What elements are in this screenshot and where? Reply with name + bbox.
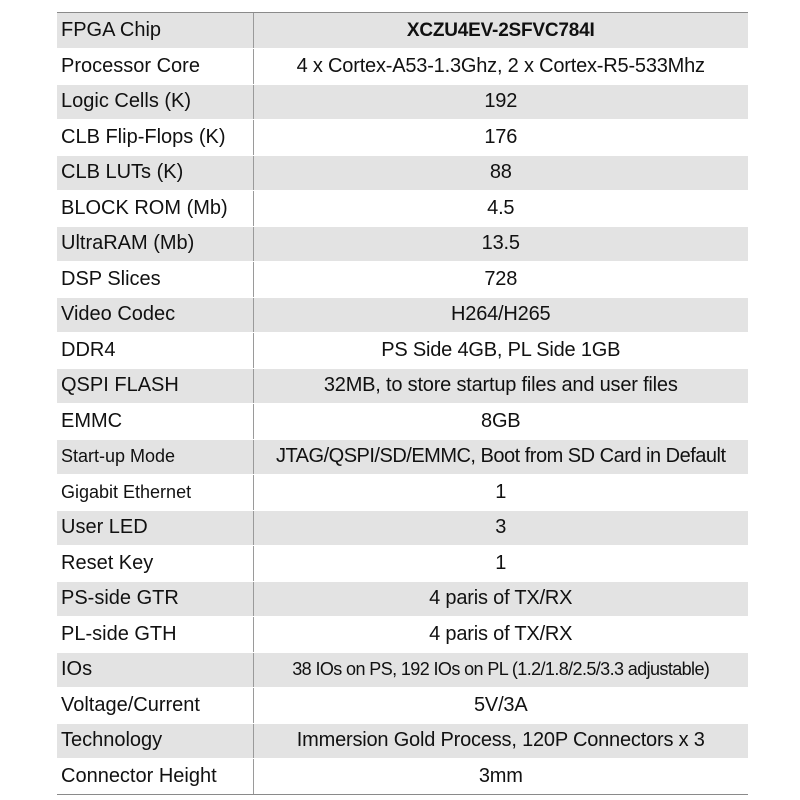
table-row	[57, 368, 748, 404]
spec-label-startup-mode: Start-up Mode	[57, 439, 253, 475]
spec-value-user-led: 3	[253, 510, 748, 546]
spec-value-emmc: 8GB	[253, 404, 748, 440]
table-row	[57, 652, 748, 688]
spec-table	[57, 13, 748, 794]
table-row	[57, 723, 748, 759]
spec-value-logic-cells: 192	[253, 84, 748, 120]
spec-value-dsp-slices: 728	[253, 262, 748, 298]
spec-label-user-led: User LED	[57, 510, 253, 546]
table-row	[57, 617, 748, 653]
spec-label-emmc: EMMC	[57, 404, 253, 440]
spec-label-ps-side-gtr: PS-side GTR	[57, 581, 253, 617]
table-row	[57, 84, 748, 120]
spec-value-block-rom: 4.5	[253, 191, 748, 227]
spec-value-voltage-current: 5V/3A	[253, 688, 748, 724]
spec-value-pl-side-gth: 4 paris of TX/RX	[253, 617, 748, 653]
spec-sheet	[57, 12, 748, 795]
spec-label-qspi-flash: QSPI FLASH	[57, 368, 253, 404]
spec-value-ps-side-gtr: 4 paris of TX/RX	[253, 581, 748, 617]
spec-label-fpga-chip: FPGA Chip	[57, 13, 253, 49]
table-row	[57, 759, 748, 795]
spec-label-connector-height: Connector Height	[57, 759, 253, 795]
table-row	[57, 120, 748, 156]
table-row	[57, 262, 748, 298]
spec-label-technology: Technology	[57, 723, 253, 759]
spec-value-processor-core: 4 x Cortex-A53-1.3Ghz, 2 x Cortex-R5-533Mhz	[253, 49, 748, 85]
table-row	[57, 13, 748, 49]
spec-value-clb-luts: 88	[253, 155, 748, 191]
spec-label-ultraram: UltraRAM (Mb)	[57, 226, 253, 262]
spec-label-processor-core: Processor Core	[57, 49, 253, 85]
table-row	[57, 546, 748, 582]
table-row	[57, 581, 748, 617]
table-row	[57, 155, 748, 191]
spec-label-dsp-slices: DSP Slices	[57, 262, 253, 298]
spec-label-ios: IOs	[57, 652, 253, 688]
spec-value-ios: 38 IOs on PS, 192 IOs on PL (1.2/1.8/2.5/3.3 adjustable)	[253, 652, 748, 688]
table-row	[57, 510, 748, 546]
spec-value-connector-height: 3mm	[253, 759, 748, 795]
spec-label-logic-cells: Logic Cells (K)	[57, 84, 253, 120]
spec-label-voltage-current: Voltage/Current	[57, 688, 253, 724]
spec-value-gigabit-ethernet: 1	[253, 475, 748, 511]
spec-value-video-codec: H264/H265	[253, 297, 748, 333]
spec-label-reset-key: Reset Key	[57, 546, 253, 582]
spec-value-reset-key: 1	[253, 546, 748, 582]
table-row	[57, 475, 748, 511]
spec-label-block-rom: BLOCK ROM (Mb)	[57, 191, 253, 227]
table-row	[57, 688, 748, 724]
table-row	[57, 404, 748, 440]
table-row	[57, 191, 748, 227]
spec-label-clb-flip-flops: CLB Flip-Flops (K)	[57, 120, 253, 156]
spec-value-qspi-flash: 32MB, to store startup files and user files	[253, 368, 748, 404]
spec-value-technology: Immersion Gold Process, 120P Connectors x 3	[253, 723, 748, 759]
spec-value-clb-flip-flops: 176	[253, 120, 748, 156]
spec-label-pl-side-gth: PL-side GTH	[57, 617, 253, 653]
spec-label-ddr4: DDR4	[57, 333, 253, 369]
spec-value-startup-mode: JTAG/QSPI/SD/EMMC, Boot from SD Card in Default	[253, 439, 748, 475]
spec-label-video-codec: Video Codec	[57, 297, 253, 333]
spec-value-fpga-chip: XCZU4EV-2SFVC784I	[253, 13, 748, 49]
table-row	[57, 49, 748, 85]
table-row	[57, 226, 748, 262]
spec-label-gigabit-ethernet: Gigabit Ethernet	[57, 475, 253, 511]
table-row	[57, 297, 748, 333]
table-row	[57, 333, 748, 369]
table-row	[57, 439, 748, 475]
spec-value-ultraram: 13.5	[253, 226, 748, 262]
spec-value-ddr4: PS Side 4GB, PL Side 1GB	[253, 333, 748, 369]
spec-label-clb-luts: CLB LUTs (K)	[57, 155, 253, 191]
